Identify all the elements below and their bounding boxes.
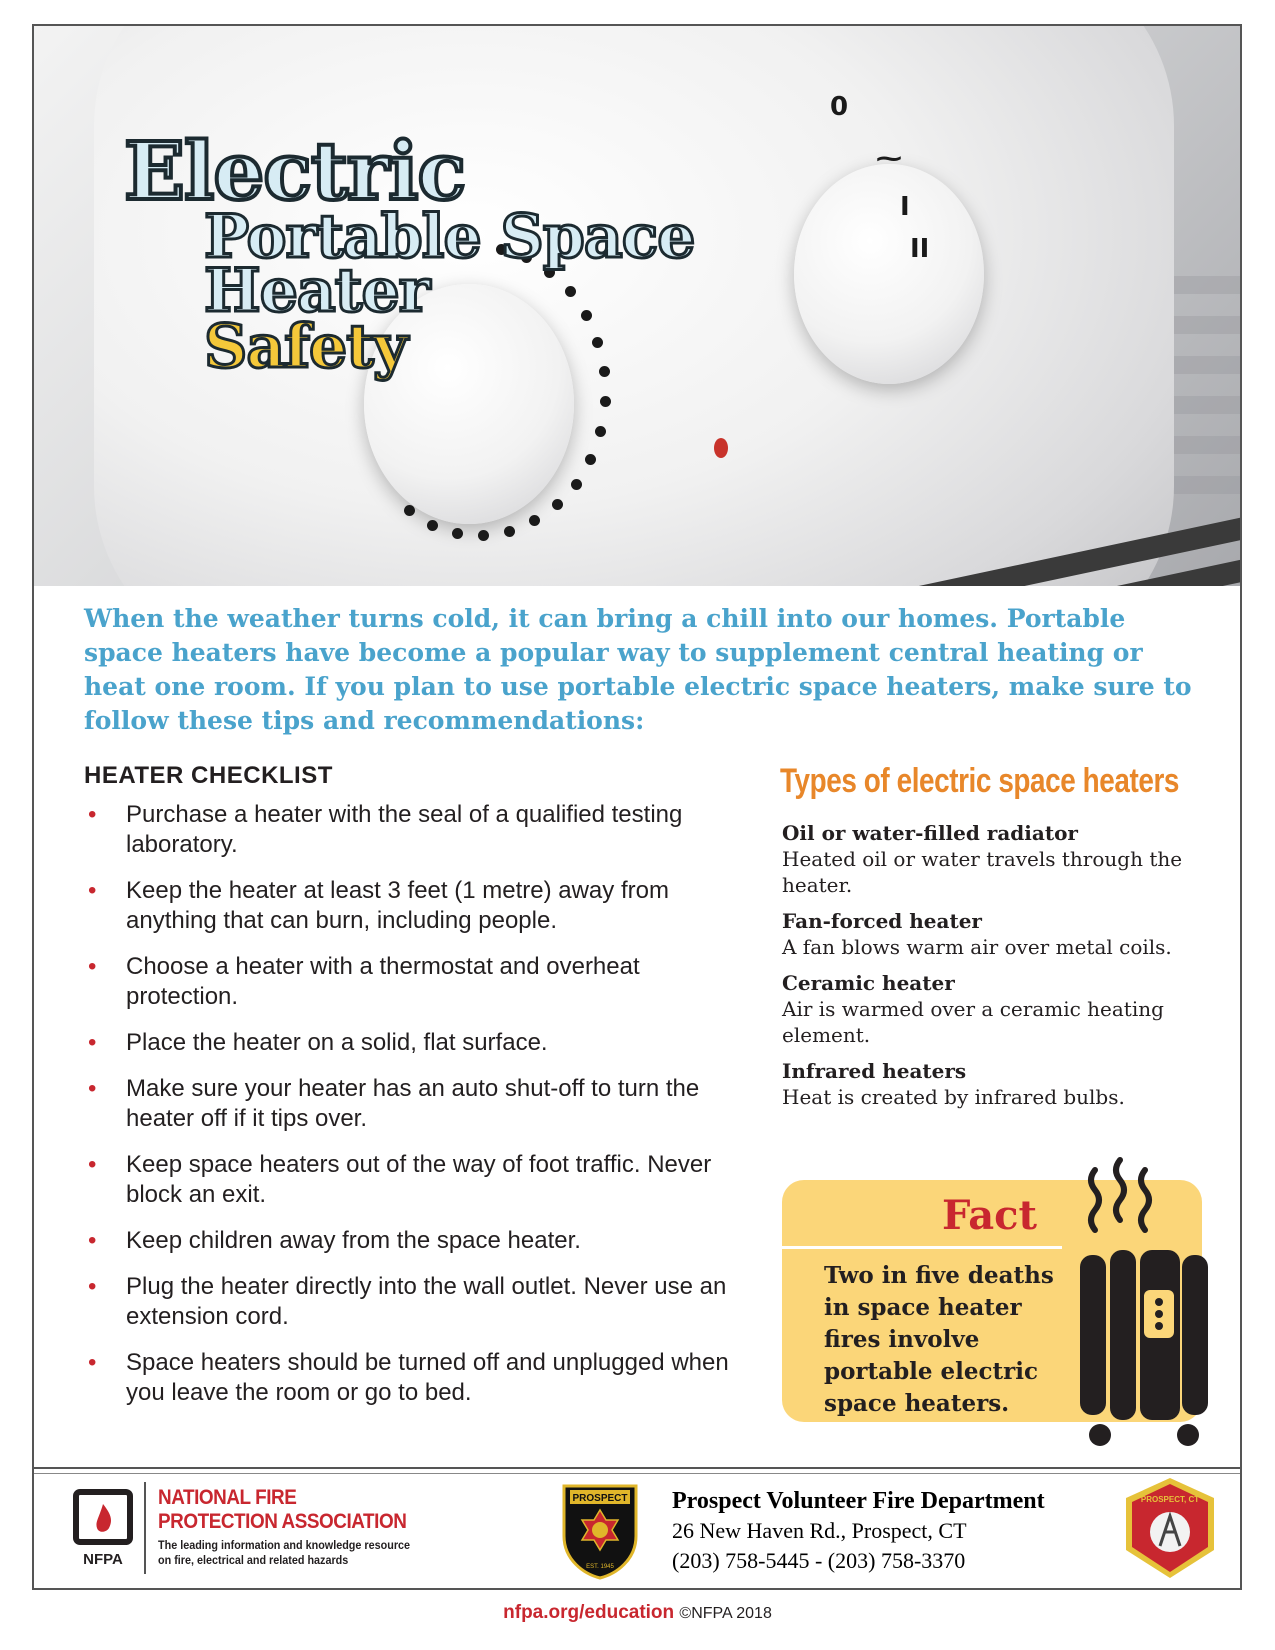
dept-phones: (203) 758-5445 - (203) 758-3370 — [672, 1548, 966, 1573]
nfpa-tagline-line-1: The leading information and knowledge resource — [158, 1538, 411, 1552]
type-desc: Heated oil or water travels through the heater. — [782, 847, 1183, 897]
dial-dot — [404, 505, 415, 516]
type-name: Fan-forced heater — [782, 909, 982, 933]
type-desc: Heat is created by infrared bulbs. — [782, 1085, 1125, 1109]
dial-dot — [585, 454, 596, 465]
footer-vertical-divider — [144, 1482, 146, 1574]
bullet-icon: • — [88, 877, 97, 904]
bullet-icon: • — [88, 1029, 97, 1056]
checklist-heading: HEATER CHECKLIST — [84, 762, 333, 789]
bullet-icon: • — [88, 1075, 97, 1102]
bullet-icon: • — [88, 1349, 97, 1376]
checklist-item-text: Choose a heater with a thermostat and overheat protection. — [126, 953, 640, 1010]
title-line-1: Electric — [124, 124, 466, 218]
indicator-light — [714, 438, 728, 458]
checklist-item-text: Keep the heater at least 3 feet (1 metre) away from anything that can burn, including people. — [126, 877, 669, 934]
fire-marshal-badge — [1120, 1476, 1220, 1580]
radiator-heater-icon — [1070, 1150, 1220, 1450]
dial-mark-1: I — [900, 192, 910, 222]
bullet-icon: • — [88, 953, 97, 980]
checklist-item — [84, 952, 754, 1012]
checklist-item — [84, 1028, 754, 1058]
bullet-icon: • — [88, 1227, 97, 1254]
type-name: Infrared heaters — [782, 1059, 967, 1083]
dial-dot — [427, 520, 438, 531]
badge2-text: PROSPECT, CT — [1140, 1495, 1200, 1504]
power-knob — [794, 164, 984, 384]
bullet-icon: • — [88, 1273, 97, 1300]
checklist-item — [84, 800, 754, 860]
checklist-item — [84, 1074, 754, 1134]
footer-divider — [34, 1467, 1240, 1469]
nfpa-tagline — [158, 1538, 410, 1568]
nfpa-abbr: NFPA — [83, 1551, 123, 1568]
title-line-2: Portable Space — [204, 202, 695, 272]
intro-paragraph: When the weather turns cold, it can bring a chill into our homes. Portable space heaters have become a popular way to supplement central heating or heat one room. If you plan to use portable electric space heaters, make sure to follow these tips and recommendations: — [84, 604, 1192, 735]
nfpa-name-line-2: PROTECTION ASSOCIATION — [158, 1510, 407, 1533]
dial-dot — [595, 426, 606, 437]
badge1-text: PROSPECT — [572, 1493, 628, 1504]
checklist-item-text: Plug the heater directly into the wall outlet. Never use an extension cord. — [126, 1273, 727, 1330]
checklist-item — [84, 1348, 754, 1408]
type-item — [782, 1058, 1202, 1110]
dept-name: Prospect Volunteer Fire Department — [672, 1488, 1045, 1514]
types-heading: Types of electric space heaters — [780, 762, 1179, 800]
nfpa-name — [158, 1486, 406, 1534]
dial-dot — [571, 479, 582, 490]
checklist-item-text: Purchase a heater with the seal of a qualified testing laboratory. — [126, 801, 683, 858]
hero-heater-photo — [34, 26, 1240, 586]
type-item — [782, 908, 1202, 960]
checklist-item — [84, 1272, 754, 1332]
prospect-fire-badge — [560, 1480, 640, 1580]
footer-credit — [0, 1602, 1275, 1624]
title-line-4: Safety — [204, 312, 407, 382]
fact-text: Two in five deaths in space heater fires involve portable electric space heaters. — [824, 1262, 1054, 1417]
dial-dot — [600, 396, 611, 407]
footer-divider-thin — [34, 1473, 1240, 1474]
heater-grill — [714, 496, 1240, 586]
bullet-icon: • — [88, 1151, 97, 1178]
badge1-est: EST. 1945 — [586, 1564, 614, 1570]
type-desc: A fan blows warm air over metal coils. — [782, 935, 1172, 959]
checklist-item — [84, 876, 754, 936]
checklist-item — [84, 1226, 754, 1256]
title-line-3: Heater — [204, 256, 430, 326]
checklist-item-text: Space heaters should be turned off and unplugged when you leave the room or go to bed. — [126, 1349, 729, 1406]
nfpa-education-link[interactable]: nfpa.org/education — [503, 1602, 675, 1623]
fact-divider — [782, 1246, 1062, 1249]
fire-department-info — [672, 1486, 1045, 1576]
dial-mark-0: 0 — [830, 92, 849, 122]
copyright-text: ©NFPA 2018 — [679, 1605, 772, 1622]
dial-mark-2: II — [910, 234, 930, 264]
nfpa-tagline-line-2: on fire, electrical and related hazards — [158, 1553, 349, 1567]
checklist-item-text: Keep space heaters out of the way of foot traffic. Never block an exit. — [126, 1151, 712, 1208]
dial-mark-fan: ⁓ — [876, 144, 902, 174]
checklist-item-text: Place the heater on a solid, flat surface. — [126, 1029, 548, 1056]
dept-address: 26 New Haven Rd., Prospect, CT — [672, 1518, 967, 1543]
type-item — [782, 970, 1202, 1048]
type-item — [782, 820, 1202, 898]
page-title — [124, 124, 695, 382]
dial-dot — [452, 528, 463, 539]
checklist-item — [84, 1150, 754, 1210]
checklist — [84, 800, 754, 1424]
type-name: Ceramic heater — [782, 971, 955, 995]
bullet-icon: • — [88, 801, 97, 828]
dial-dot — [552, 499, 563, 510]
type-desc: Air is warmed over a ceramic heating element. — [782, 997, 1164, 1047]
checklist-item-text: Make sure your heater has an auto shut-off to turn the heater off if it tips over. — [126, 1075, 700, 1132]
fact-title: Fact — [942, 1192, 1037, 1239]
nfpa-logo — [72, 1488, 134, 1568]
type-name: Oil or water-filled radiator — [782, 821, 1078, 845]
types-list — [782, 820, 1202, 1120]
nfpa-name-line-1: NATIONAL FIRE — [158, 1486, 297, 1509]
checklist-item-text: Keep children away from the space heater. — [126, 1227, 581, 1254]
